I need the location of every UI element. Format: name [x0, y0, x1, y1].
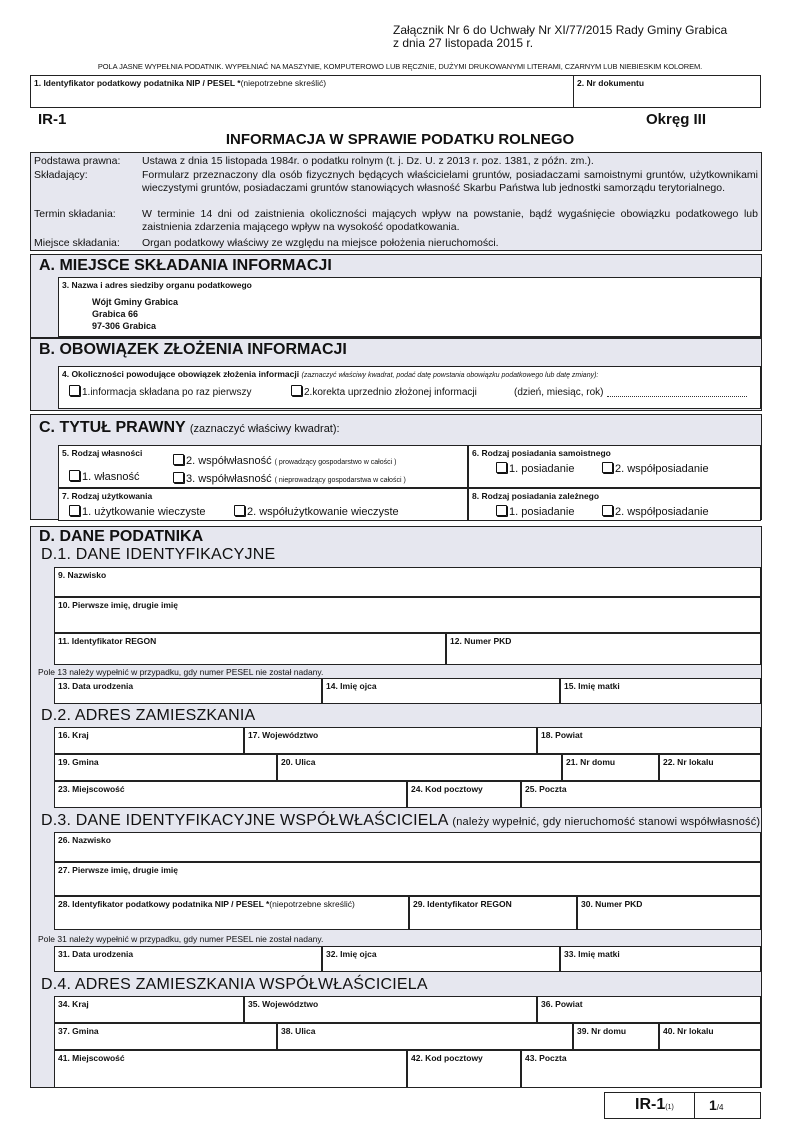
place-text: Organ podatkowy właściwy ze względu na miejsce położenia nieruchomości. [142, 237, 499, 249]
usage-opt-2[interactable] [234, 505, 399, 518]
deadline-text: W terminie 14 dni od zaistnienia okoliczności mających wpływ na powstanie, bądź wygaśnięcie obowiązku podatkowego lub zaistnienia zdarzenia mającego wpływ na wysokość opodatkowania. [142, 208, 758, 233]
mother-name-field[interactable] [560, 678, 761, 704]
co-owner-pkd-label: 30. Numer PKD [581, 899, 643, 909]
checkbox-ownership-3-icon[interactable] [173, 472, 184, 483]
independent-possession-label: 6. Rodzaj posiadania samoistnego [472, 448, 611, 458]
fill-instructions: POLA JASNE WYPEŁNIA PODATNIK. WYPEŁNIAĆ NA MASZYNIE, KOMPUTEROWO LUB RĘCZNIE, DUŻYMI DRUKOWANYMI LITERAMI, CZARNYM LUB NIEBIESKIM KOLOREM. [97, 62, 703, 71]
co-owner-house-number-label: 39. Nr domu [577, 1026, 627, 1036]
section-c-title: C. TYTUŁ PRAWNY [39, 419, 186, 436]
date-input[interactable] [607, 396, 747, 397]
date-hint: (dzień, miesiąc, rok) [514, 387, 604, 398]
filer-label: Składający: [34, 169, 88, 181]
co-owner-birth-date-label: 31. Data urodzenia [58, 949, 134, 959]
ownership-opt-2-label: 2. współwłasność [186, 455, 272, 467]
obligation-field[interactable] [58, 366, 761, 409]
legal-basis-text: Ustawa z dnia 15 listopada 1984r. o podatku rolnym (t. j. Dz. U. z 2013 r. poz. 1381, z późn. zm.). [142, 155, 594, 167]
ownership-opt-1[interactable] [69, 470, 139, 483]
post-office-field[interactable] [521, 781, 761, 808]
co-owner-surname-label: 26. Nazwisko [58, 835, 111, 845]
filer-text: Formularz przeznaczony dla osób fizycznych będących właścicielami gruntów, posiadaczami samoistnymi gruntów, użytkownikami wieczystymi gruntów, posiadaczami gruntów stanowiących własność Skarbu Państwa lub jednostki samorządu terytorialnego. [142, 169, 758, 194]
co-owner-first-names-label: 27. Pierwsze imię, drugie imię [58, 865, 178, 875]
voivodeship-field[interactable] [244, 727, 537, 754]
annex-line-2: z dnia 27 listopada 2015 r. [393, 36, 534, 50]
section-c [30, 414, 762, 520]
ownership-opt-3[interactable] [173, 472, 406, 485]
independent-opt-1-label: 1. posiadanie [509, 463, 575, 475]
annex-note [393, 24, 727, 50]
co-owner-father-name-field[interactable] [322, 946, 560, 972]
d3-title: D.3. DANE IDENTYFIKACYJNE WSPÓŁWŁAŚCICIELA [41, 812, 448, 829]
co-owner-postal-code-field[interactable] [407, 1050, 521, 1088]
section-a-title: A. MIEJSCE SKŁADANIA INFORMACJI [39, 257, 332, 274]
street-field[interactable] [277, 754, 562, 781]
deadline-label: Termin składania: [34, 208, 116, 220]
co-owner-nip-pesel-note: (niepotrzebne skreślić) [269, 899, 355, 909]
checkbox-dependent-1-icon[interactable] [496, 505, 507, 516]
co-owner-voivodeship-label: 35. Województwo [248, 999, 319, 1009]
section-d [30, 526, 762, 1088]
section-d-title: D. DANE PODATNIKA [39, 528, 204, 545]
tax-office-addr-1: Wójt Gminy Grabica [92, 297, 179, 307]
d3-note: (należy wypełnić, gdy nieruchomość stanowi współwłasność) [452, 816, 761, 828]
checkbox-independent-2-icon[interactable] [602, 462, 613, 473]
usage-opt-1-label: 1. użytkowanie wieczyste [82, 506, 206, 518]
note-13: Pole 13 należy wypełnić w przypadku, gdy numer PESEL nie został nadany. [38, 667, 324, 677]
footer-form-code: IR-1 [635, 1096, 666, 1113]
legal-basis-block [30, 152, 762, 251]
usage-type-field[interactable] [58, 488, 468, 521]
dependent-possession-field[interactable] [468, 488, 761, 521]
obligation-opt-first-label: 1.informacja składana po raz pierwszy [82, 387, 252, 398]
form-code: IR-1 [38, 111, 67, 128]
checkbox-usage-2-icon[interactable] [234, 505, 245, 516]
co-owner-regon-label: 29. Identyfikator REGON [413, 899, 512, 909]
pkd-field[interactable] [446, 633, 761, 665]
footer-page-number: 1 [709, 1097, 717, 1113]
legal-basis-label: Podstawa prawna: [34, 155, 121, 167]
co-owner-postal-code-label: 42. Kod pocztowy [411, 1053, 483, 1063]
d1-title: D.1. DANE IDENTYFIKACYJNE [41, 546, 276, 563]
co-owner-country-label: 34. Kraj [58, 999, 89, 1009]
obligation-opt-first[interactable] [69, 385, 252, 398]
checkbox-independent-1-icon[interactable] [496, 462, 507, 473]
ownership-type-label: 5. Rodzaj własności [62, 448, 143, 458]
d4-title: D.4. ADRES ZAMIESZKANIA WSPÓŁWŁAŚCICIELA [41, 976, 428, 993]
nip-pesel-note: (niepotrzebne skreślić) [240, 78, 327, 88]
co-owner-pkd-field[interactable] [577, 896, 761, 930]
postal-code-field[interactable] [407, 781, 521, 808]
postal-code-label: 24. Kod pocztowy [411, 784, 483, 794]
commune-field[interactable] [54, 754, 277, 781]
tax-office-address [92, 296, 178, 332]
house-number-label: 21. Nr domu [566, 757, 616, 767]
d2-title: D.2. ADRES ZAMIESZKANIA [41, 707, 256, 724]
nip-pesel-field[interactable] [30, 75, 574, 108]
form-district: Okręg III [646, 111, 707, 128]
co-owner-post-office-field[interactable] [521, 1050, 761, 1088]
checkbox-correction-icon[interactable] [291, 385, 302, 396]
surname-label: 9. Nazwisko [58, 570, 107, 580]
co-owner-first-names-field[interactable] [54, 862, 761, 896]
section-c-note: (zaznaczyć właściwy kwadrat): [189, 423, 340, 435]
checkbox-dependent-2-icon[interactable] [602, 505, 613, 516]
surname-field[interactable] [54, 567, 761, 597]
ownership-opt-3-note: ( nieprowadzący gospodarstwa w całości ) [274, 477, 406, 484]
place-label: Miejsce składania: [34, 237, 120, 249]
obligation-opt-correction-label: 2.korekta uprzednio złożonej informacji [304, 387, 477, 398]
house-number-field[interactable] [562, 754, 659, 781]
co-owner-county-field[interactable] [537, 996, 761, 1023]
mother-name-label: 15. Imię matki [564, 681, 620, 691]
checkbox-ownership-2-icon[interactable] [173, 454, 184, 465]
obligation-opt-correction[interactable] [291, 385, 477, 398]
co-owner-mother-name-label: 33. Imię matki [564, 949, 620, 959]
annex-line-1: Załącznik Nr 6 do Uchwały Nr XI/77/2015 Rady Gminy Grabica [393, 23, 728, 37]
independent-opt-2[interactable] [602, 462, 709, 475]
co-owner-regon-field[interactable] [409, 896, 577, 930]
first-names-field[interactable] [54, 597, 761, 633]
tax-office-label: 3. Nazwa i adres siedziby organu podatkowego [62, 280, 252, 290]
dependent-possession-label: 8. Rodzaj posiadania zależnego [472, 491, 600, 501]
co-owner-flat-number-field[interactable] [659, 1023, 761, 1050]
co-owner-nip-pesel-label: 28. Identyfikator podatkowy podatnika NIP / PESEL * [58, 899, 270, 909]
ownership-opt-2-note: ( prowadzący gospodarstwo w całości ) [274, 459, 397, 466]
obligation-label: 4. Okoliczności powodujące obowiązek złożenia informacji [62, 369, 300, 379]
tax-office-addr-2: Grabica 66 [92, 309, 139, 319]
usage-opt-1[interactable] [69, 505, 206, 518]
dependent-opt-1[interactable] [496, 505, 574, 518]
usage-opt-2-label: 2. współużytkowanie wieczyste [247, 506, 399, 518]
ownership-opt-3-label: 3. współwłasność [186, 473, 272, 485]
country-field[interactable] [54, 727, 244, 754]
county-label: 18. Powiat [541, 730, 583, 740]
co-owner-country-field[interactable] [54, 996, 244, 1023]
dependent-opt-1-label: 1. posiadanie [509, 506, 575, 518]
father-name-field[interactable] [322, 678, 560, 704]
ownership-opt-2[interactable] [173, 454, 396, 467]
form-title: INFORMACJA W SPRAWIE PODATKU ROLNEGO [225, 131, 575, 148]
document-number-label: 2. Nr dokumentu [577, 78, 645, 88]
co-owner-post-office-label: 43. Poczta [525, 1053, 567, 1063]
locality-field[interactable] [54, 781, 407, 808]
locality-label: 23. Miejscowość [58, 784, 125, 794]
independent-opt-1[interactable] [496, 462, 574, 475]
co-owner-nip-pesel-field[interactable] [54, 896, 409, 930]
dependent-opt-2-label: 2. współposiadanie [615, 506, 709, 518]
independent-possession-field[interactable] [468, 445, 761, 488]
nip-pesel-label: 1. Identyfikator podatkowy podatnika NIP / PESEL * [34, 78, 241, 88]
note-31: Pole 31 należy wypełnić w przypadku, gdy numer PESEL nie został nadany. [38, 934, 324, 944]
flat-number-label: 22. Nr lokalu [663, 757, 714, 767]
regon-field[interactable] [54, 633, 446, 665]
ownership-opt-1-label: 1. własność [82, 471, 140, 483]
usage-type-label: 7. Rodzaj użytkowania [62, 491, 153, 501]
checkbox-ownership-1-icon[interactable] [69, 470, 80, 481]
father-name-label: 14. Imię ojca [326, 681, 377, 691]
regon-label: 11. Identyfikator REGON [58, 636, 157, 646]
co-owner-father-name-label: 32. Imię ojca [326, 949, 377, 959]
co-owner-birth-date-field[interactable] [54, 946, 322, 972]
co-owner-locality-field[interactable] [54, 1050, 407, 1088]
footer-form-code-sub: (1) [665, 1104, 674, 1111]
footer-page-total: /4 [716, 1103, 724, 1112]
first-names-label: 10. Pierwsze imię, drugie imię [58, 600, 178, 610]
footer-code-box [604, 1092, 761, 1119]
co-owner-commune-field[interactable] [54, 1023, 277, 1050]
co-owner-county-label: 36. Powiat [541, 999, 583, 1009]
co-owner-street-field[interactable] [277, 1023, 573, 1050]
birth-date-field[interactable] [54, 678, 322, 704]
street-label: 20. Ulica [281, 757, 316, 767]
co-owner-house-number-field[interactable] [573, 1023, 659, 1050]
obligation-note: (zaznaczyć właściwy kwadrat, podać datę powstania obowiązku podatkowego lub datę zmiany): [301, 372, 599, 379]
document-number-field[interactable] [573, 75, 761, 108]
ownership-type-field[interactable] [58, 445, 468, 488]
co-owner-surname-field[interactable] [54, 832, 761, 862]
section-b-title: B. OBOWIĄZEK ZŁOŻENIA INFORMACJI [39, 341, 347, 358]
co-owner-voivodeship-field[interactable] [244, 996, 537, 1023]
tax-office-field[interactable] [58, 277, 761, 337]
section-a [30, 254, 762, 338]
co-owner-street-label: 38. Ulica [281, 1026, 316, 1036]
pkd-label: 12. Numer PKD [450, 636, 512, 646]
dependent-opt-2[interactable] [602, 505, 709, 518]
co-owner-mother-name-field[interactable] [560, 946, 761, 972]
checkbox-usage-1-icon[interactable] [69, 505, 80, 516]
co-owner-commune-label: 37. Gmina [58, 1026, 99, 1036]
county-field[interactable] [537, 727, 761, 754]
tax-office-addr-3: 97-306 Grabica [92, 321, 157, 331]
post-office-label: 25. Poczta [525, 784, 567, 794]
birth-date-label: 13. Data urodzenia [58, 681, 134, 691]
co-owner-locality-label: 41. Miejscowość [58, 1053, 125, 1063]
voivodeship-label: 17. Województwo [248, 730, 319, 740]
co-owner-flat-number-label: 40. Nr lokalu [663, 1026, 714, 1036]
checkbox-first-icon[interactable] [69, 385, 80, 396]
section-b [30, 338, 762, 411]
independent-opt-2-label: 2. współposiadanie [615, 463, 709, 475]
flat-number-field[interactable] [659, 754, 761, 781]
commune-label: 19. Gmina [58, 757, 99, 767]
country-label: 16. Kraj [58, 730, 89, 740]
